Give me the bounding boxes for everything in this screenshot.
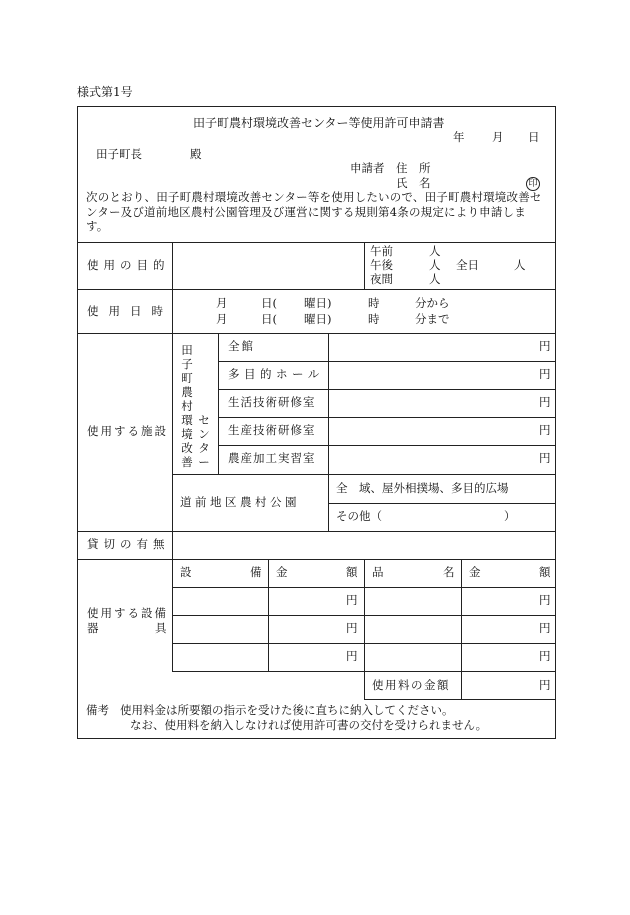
datetime-from-weekday: 曜日) (304, 296, 332, 310)
date-year-label: 年 (453, 130, 465, 144)
equip-header-equipment-1: 設 (180, 565, 192, 579)
equip-row3-yen-left: 円 (346, 649, 358, 663)
seal-icon: 印 (526, 177, 540, 191)
datetime-from-hour: 時 (368, 296, 380, 310)
purpose-pm-label: 午後 (370, 258, 393, 272)
applicant-address-label: 住 所 (396, 161, 431, 175)
datetime-to-weekday: 曜日) (304, 312, 332, 326)
park-label: 道前地区農村公園 (180, 495, 300, 509)
purpose-allday-people-unit: 人 (514, 258, 526, 272)
room-production-training: 生産技術研修室 (228, 423, 316, 437)
room-multipurpose-hall-yen: 円 (539, 367, 551, 381)
equip-header-item-1: 品 (372, 565, 384, 579)
equip-row3-yen-right: 円 (539, 649, 551, 663)
room-multipurpose-hall: 多目的ホール (228, 367, 324, 381)
equip-row2-yen-right: 円 (539, 621, 551, 635)
park-option-main: 全 域、屋外相撲場、多目的広場 (336, 481, 509, 495)
center-name-vertical: 田子町農村環境改善 (181, 343, 193, 469)
room-lifestyle-training-yen: 円 (539, 395, 551, 409)
equip-header-item-2: 名 (443, 565, 455, 579)
purpose-night-people-unit: 人 (429, 272, 441, 286)
center-suffix-vertical: センター (198, 413, 210, 469)
purpose-am-label: 午前 (370, 244, 393, 258)
room-lifestyle-training: 生活技術研修室 (228, 395, 316, 409)
datetime-label: 使用日時 (87, 304, 173, 318)
addressee-name: 田子町長 (96, 147, 142, 161)
form-number: 様式第1号 (77, 85, 133, 99)
intro-paragraph: 次のとおり、田子町農村環境改善センター等を使用したいので、田子町農村環境改善センター及び道前地区農村公園管理及び運営に関する規則第4条の規定により申請します。 (86, 190, 542, 233)
remarks-line2: なお、使用料を納入しなければ使用許可書の交付を受けられません。 (130, 718, 488, 732)
room-all-building: 全館 (228, 339, 255, 353)
equipment-label-line2b: 具 (155, 621, 167, 635)
exclusive-label: 貸切の有無 (87, 537, 170, 551)
equipment-label-line1: 使用する設備 (87, 606, 168, 620)
applicant-name-label: 氏 名 (396, 176, 431, 190)
usage-fee-total-label: 使用料の金額 (372, 678, 450, 692)
usage-fee-total-yen: 円 (539, 678, 551, 692)
date-day-label: 日 (528, 130, 540, 144)
equip-header-amount-2: 額 (346, 565, 358, 579)
equip-header-amount-1: 金 (276, 565, 288, 579)
park-option-other: その他（ (336, 509, 382, 523)
datetime-from-month: 月 (216, 296, 228, 310)
purpose-label: 使用の目的 (87, 258, 170, 272)
datetime-from-day: 日( (261, 296, 277, 310)
form-title: 田子町農村環境改善センター等使用許可申請書 (193, 116, 445, 130)
purpose-am-people-unit: 人 (429, 244, 441, 258)
park-option-other-close: ） (504, 509, 516, 523)
room-production-training-yen: 円 (539, 423, 551, 437)
application-form (77, 106, 556, 739)
equip-header-equipment-2: 備 (250, 565, 262, 579)
equip-header-amount2-2: 額 (539, 565, 551, 579)
date-month-label: 月 (492, 130, 504, 144)
datetime-to-minute: 分まで (415, 312, 450, 326)
applicant-label: 申請者 (350, 161, 385, 175)
datetime-to-month: 月 (216, 312, 228, 326)
room-food-processing: 農産加工実習室 (228, 451, 316, 465)
room-all-building-yen: 円 (539, 339, 551, 353)
datetime-to-hour: 時 (368, 312, 380, 326)
room-food-processing-yen: 円 (539, 451, 551, 465)
purpose-night-label: 夜間 (370, 272, 393, 286)
remarks-label: 備考 (86, 703, 109, 717)
equipment-label-line2: 器 (87, 621, 99, 635)
datetime-to-day: 日( (261, 312, 277, 326)
equip-row2-yen-left: 円 (346, 621, 358, 635)
addressee-honorific: 殿 (190, 147, 202, 161)
purpose-allday-label: 全日 (456, 258, 479, 272)
remarks-line1: 使用料金は所要額の指示を受けた後に直ちに納入してください。 (120, 703, 454, 717)
purpose-pm-people-unit: 人 (429, 258, 441, 272)
equip-header-amount2-1: 金 (469, 565, 481, 579)
facility-label: 使用する施設 (87, 424, 168, 438)
equip-row1-yen-right: 円 (539, 593, 551, 607)
equip-row1-yen-left: 円 (346, 593, 358, 607)
datetime-from-minute: 分から (415, 296, 450, 310)
